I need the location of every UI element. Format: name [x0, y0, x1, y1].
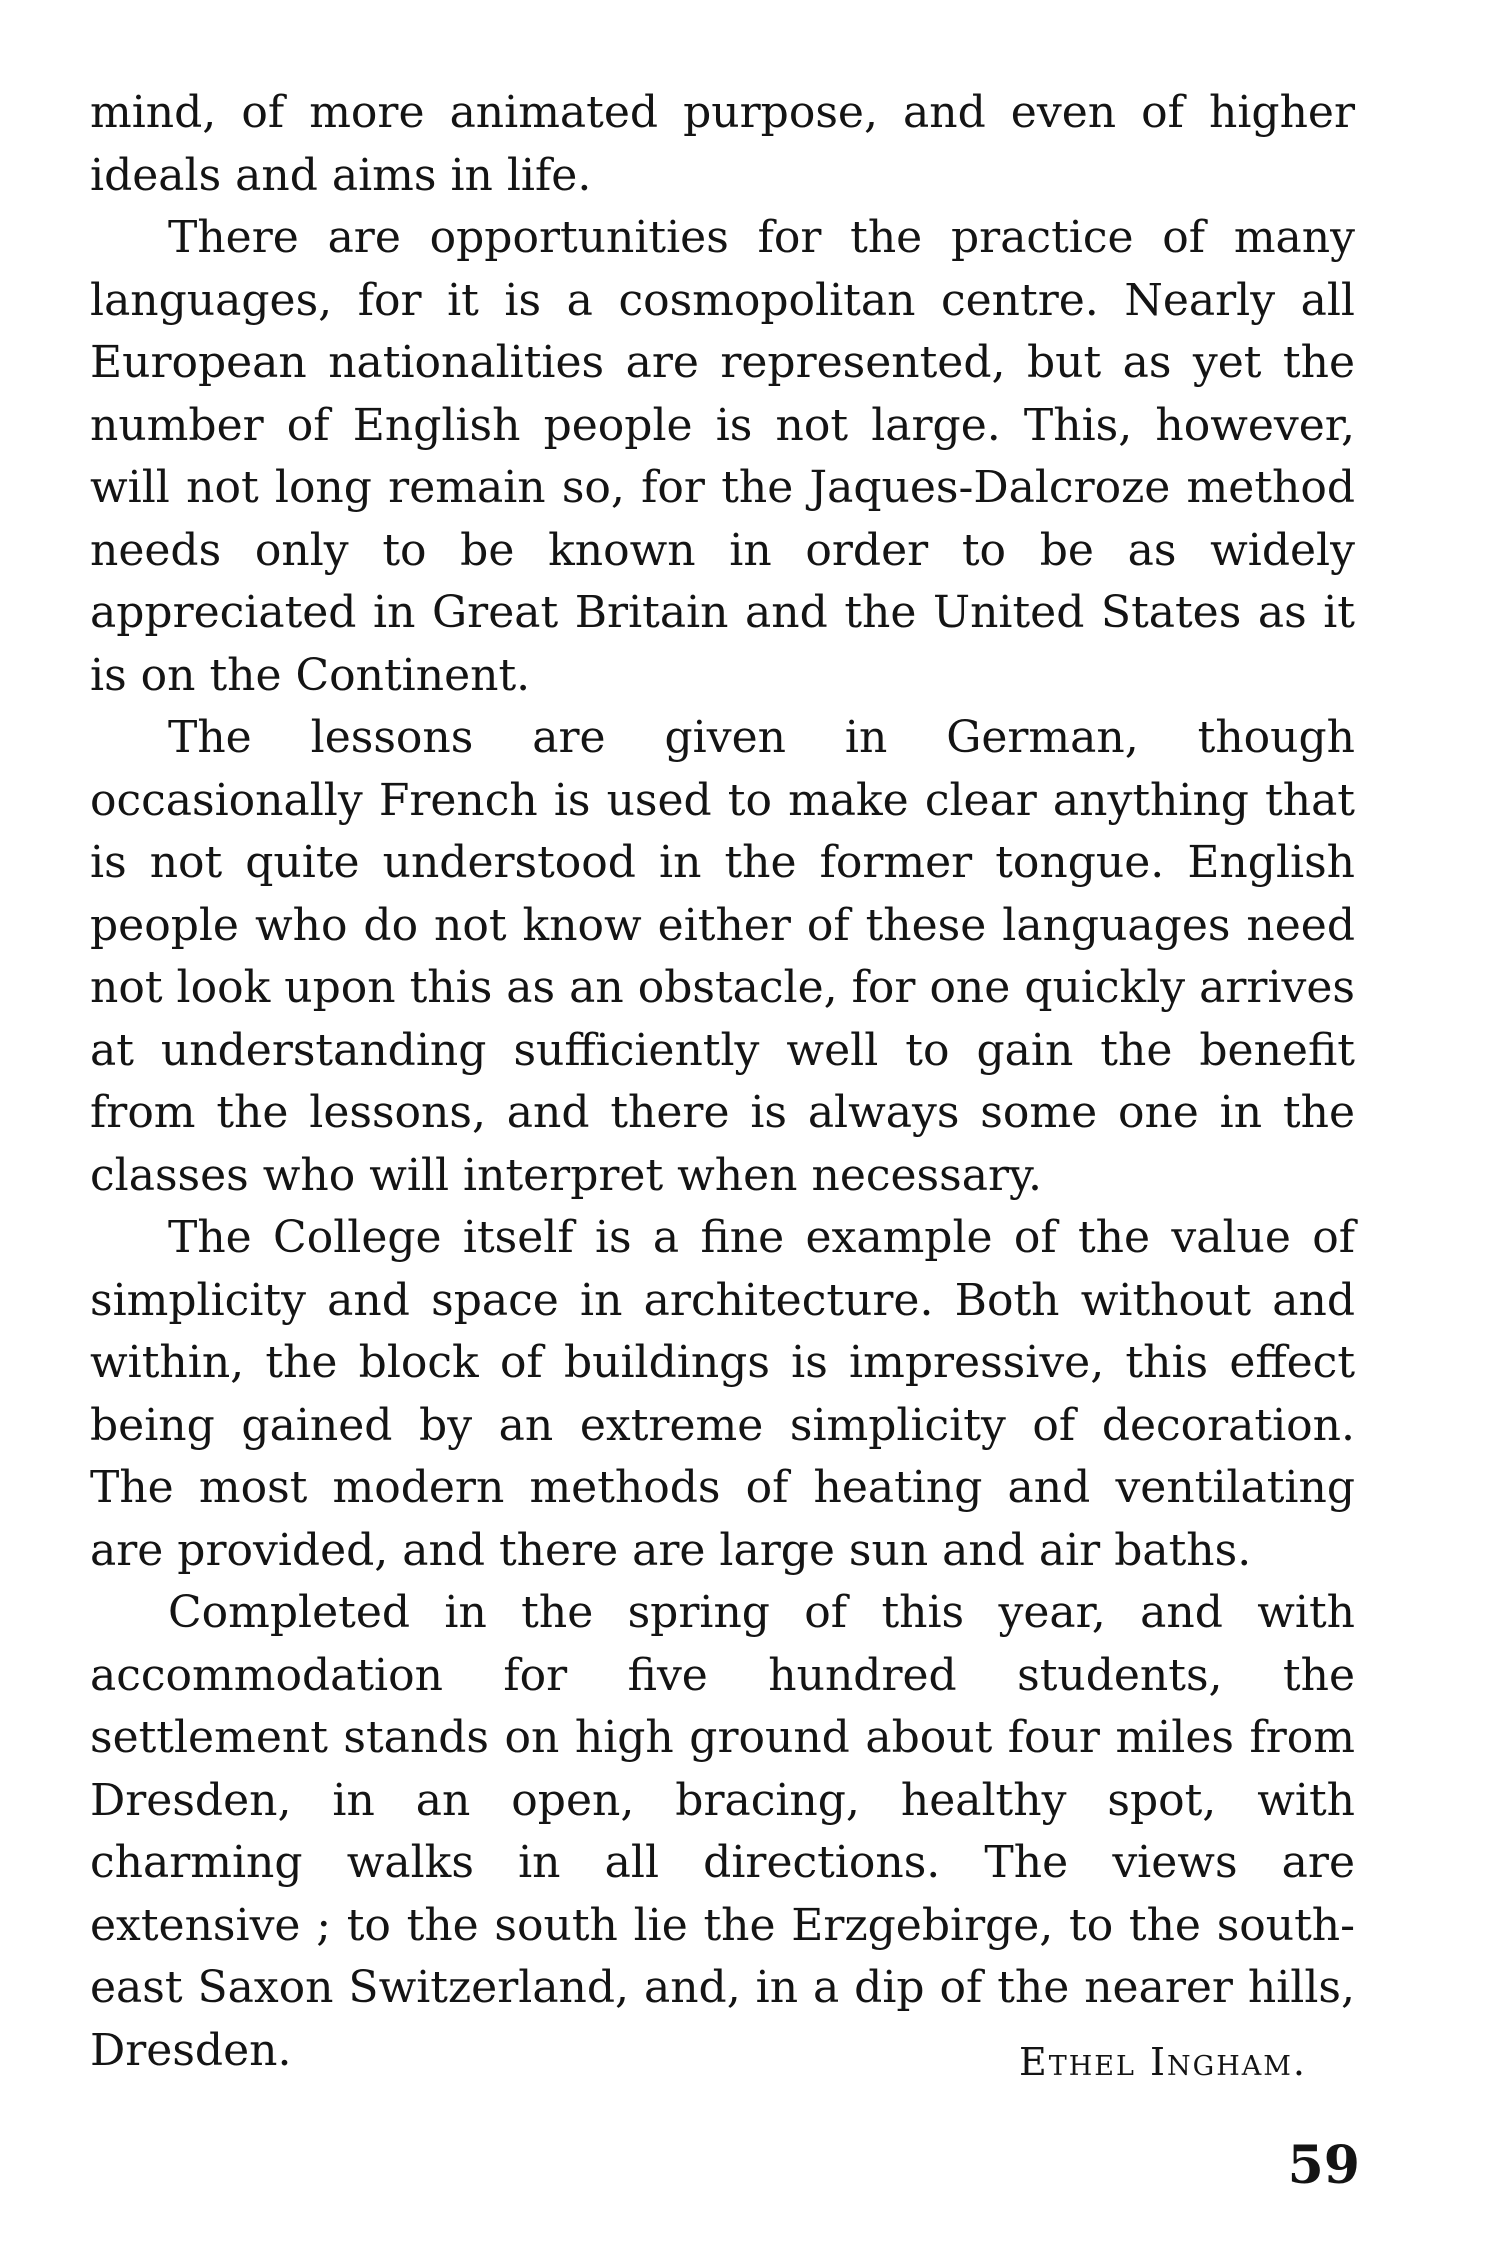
paragraph-lessons: The lessons are given in German, though occasionally French is used to make clear anything that is not quite understood in the former tongue. English people who do not know either of these languages need not look upon this as an obstacle, for one quickly arrives at understanding sufficiently well to gain the benefit from the lessons, and there is always some one in the classes who will interpret when necessary. [90, 712, 1355, 1201]
paragraph-settlement: Completed in the spring of this year, and with accommodation for five hundred students, the settlement stands on high ground about four miles from Dresden, in an open, bracing, healthy spot, with charming walks in all directions. The views are extensive ; to the south lie the Erzgebirge, to the south-east Saxon Switzerland, and, in a dip of the nearer hills, Dresden. [90, 1587, 1355, 2076]
body-text [90, 82, 1355, 2082]
paragraph-college: The College itself is a fine example of the value of simplicity and space in architecture. Both without and within, the block of buildings is impressive, this effect being gained by an extreme simplicity of decoration. The most modern methods of heating and ventilating are provided, and there are large sun and air baths. [90, 1212, 1355, 1576]
paragraph-languages: There are opportunities for the practice of many languages, for it is a cosmopolitan centre. Nearly all European nationalities are represented, but as yet the number of English people is not large. This, however, will not long remain so, for the Jaques-Dalcroze method needs only to be known in order to be as widely appreciated in Great Britain and the United States as it is on the Continent. [90, 212, 1355, 701]
author-signature: Ethel Ingham. [1019, 2040, 1307, 2084]
page-number: 59 [1287, 2135, 1360, 2196]
paragraph-continuation: mind, of more animated purpose, and even of higher ideals and aims in life. [90, 87, 1355, 201]
